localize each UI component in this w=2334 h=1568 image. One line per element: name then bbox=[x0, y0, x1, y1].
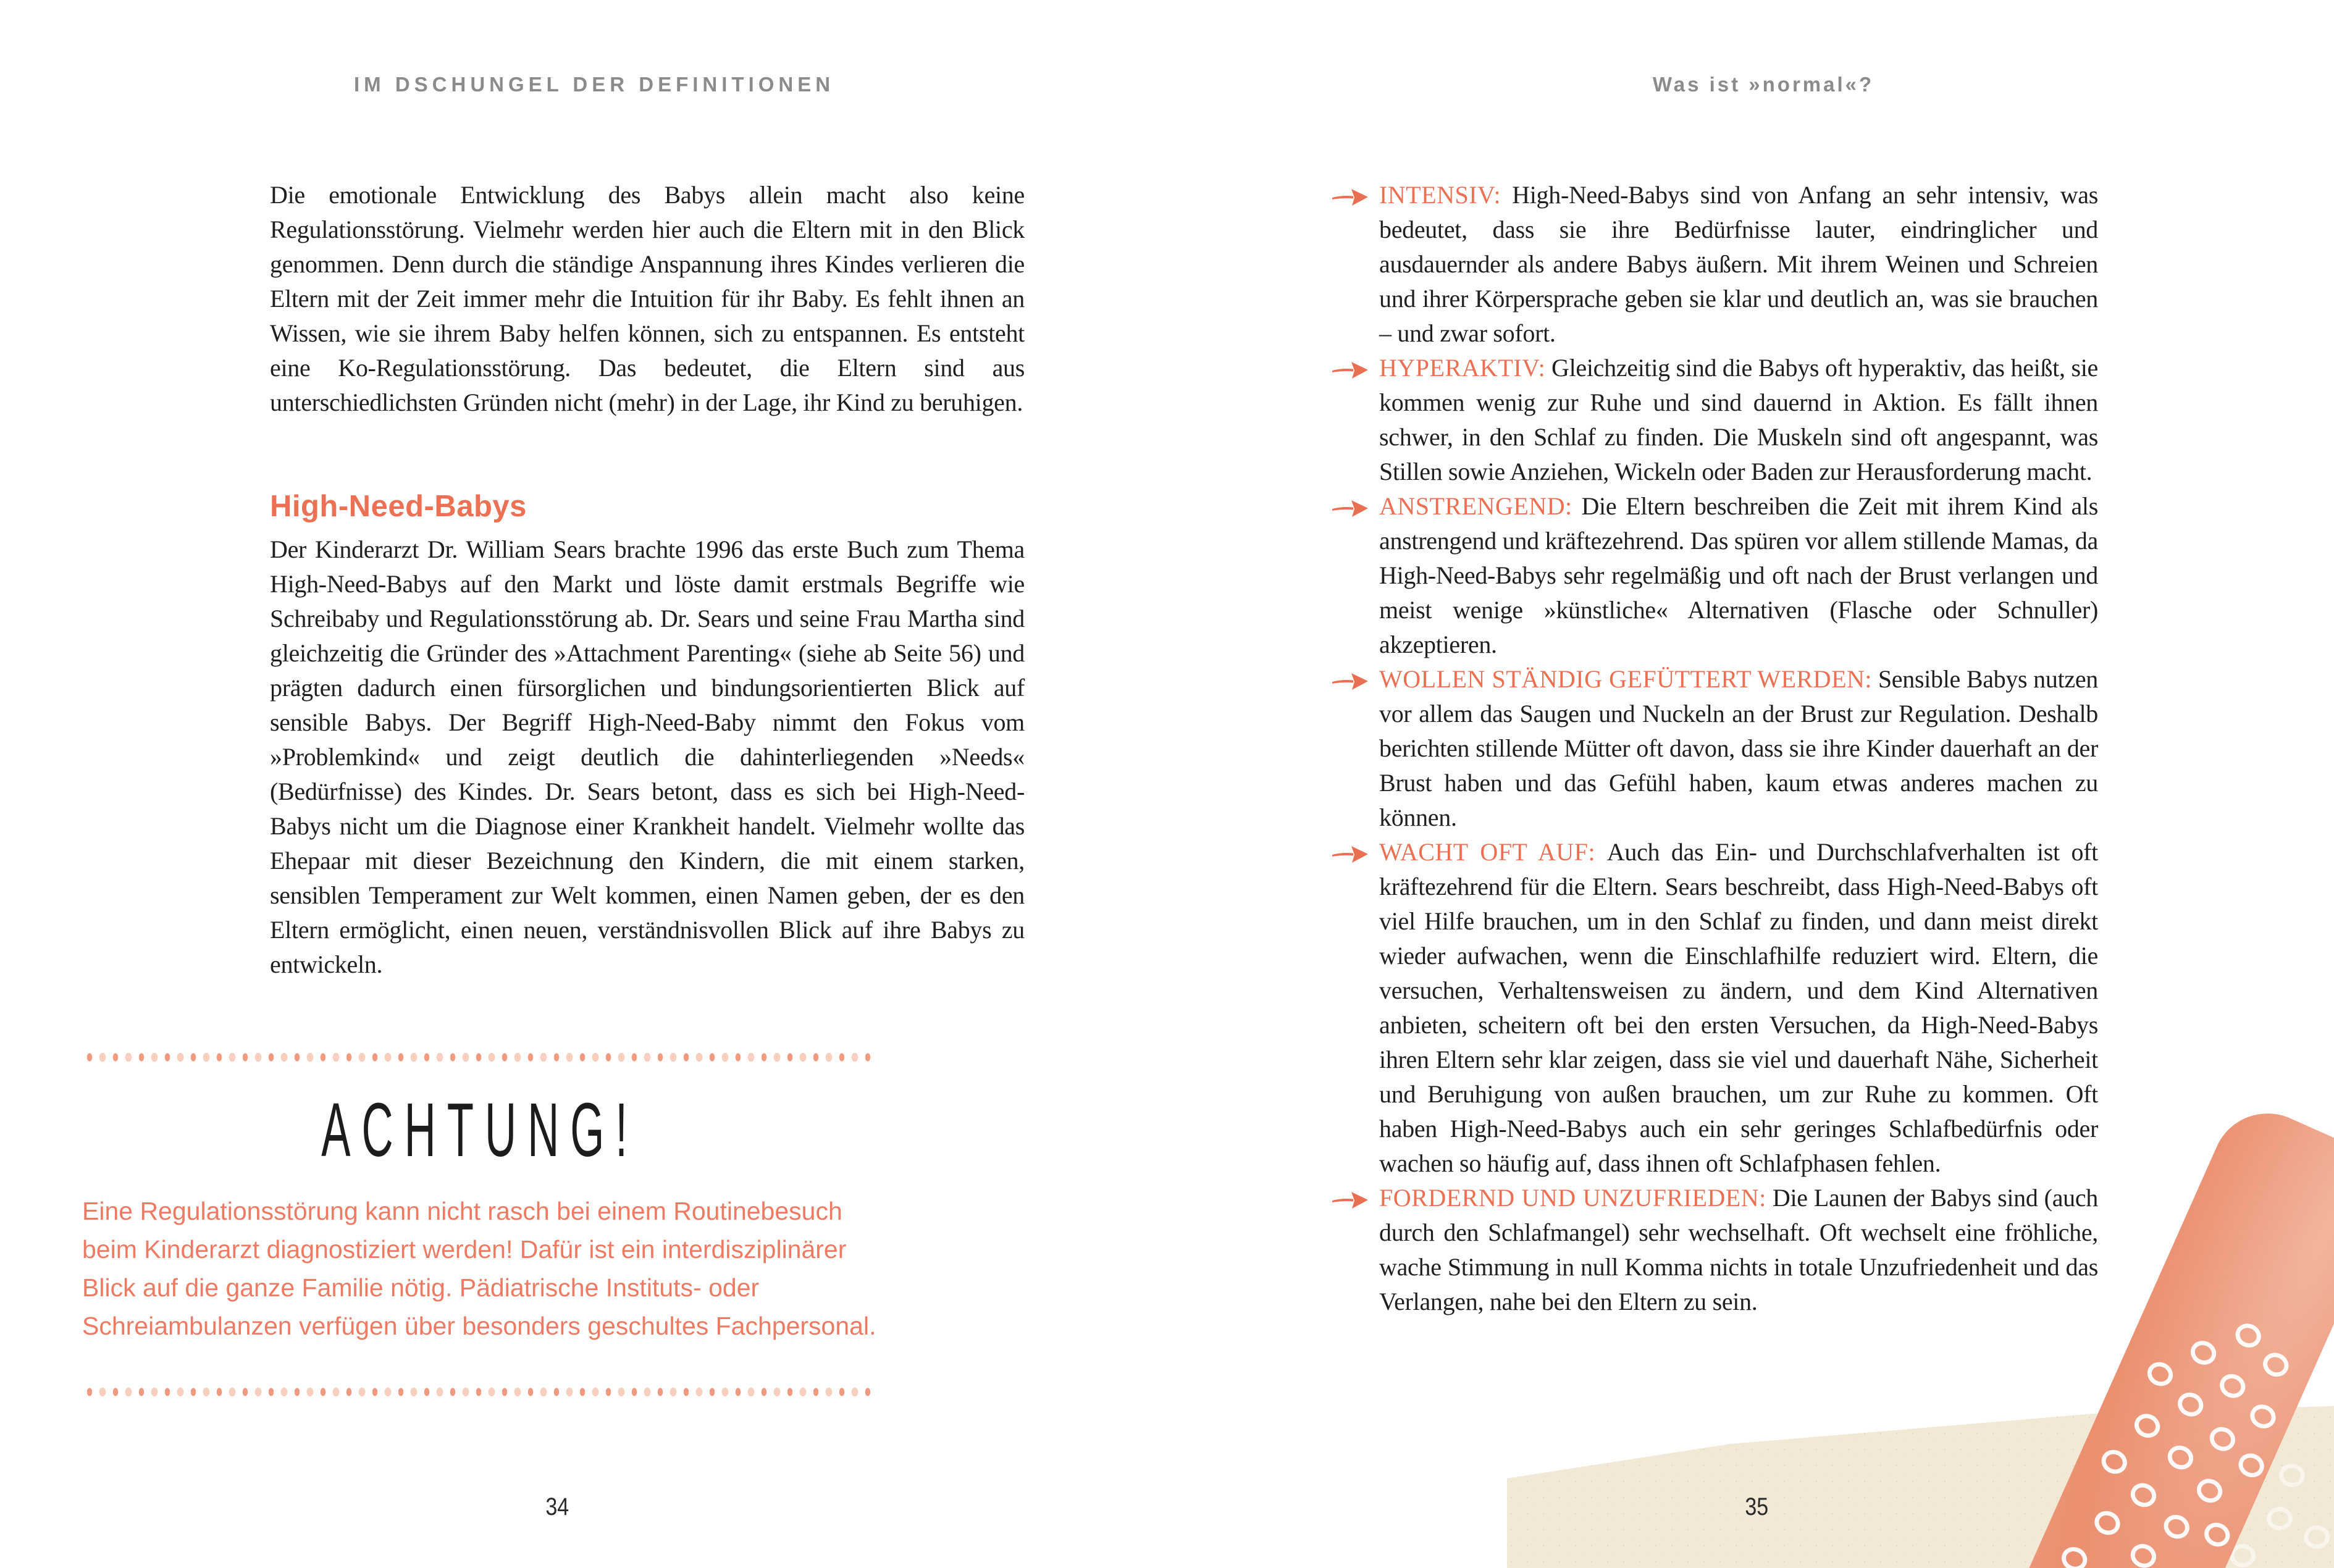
section-heading-high-need-babys: High-Need-Babys bbox=[270, 490, 527, 523]
arrow-right-icon bbox=[1331, 495, 1369, 518]
list-item bbox=[1331, 178, 2098, 351]
list-item-text: Sensible Babys nutzen vor allem das Saugen und Nuckeln an der Brust zur Regulation. Deshalb berichten stillende Mütter oft davon, dass sie ihre Kinder dauerhaft an der Brust haben und das Gefühl haben, kaum etwas anderes machen zu können. bbox=[1379, 665, 2098, 831]
list-item-label: WOLLEN STÄNDIG GEFÜTTERT WERDEN: bbox=[1379, 665, 1872, 693]
running-head-left: IM DSCHUNGEL DER DEFINITIONEN bbox=[354, 73, 835, 96]
list-item-label: WACHT OFT AUF: bbox=[1379, 838, 1596, 866]
arrow-right-icon bbox=[1331, 668, 1369, 691]
list-item-text: Die Launen der Babys sind (auch durch den Schlafmangel) sehr wechselhaft. Oft wechselt eine fröhliche, wache Stimmung in null Komma nichts in totale Unzufriedenheit und das Verlangen, nahe bei den Eltern zu sein. bbox=[1379, 1184, 2099, 1315]
list-item-text: High-Need-Babys sind von Anfang an sehr intensiv, was bedeutet, dass sie ihre Bedürfnisse lauter, eindringlicher und ausdauernder als andere Babys äußern. Mit ihrem Weinen und Schreien und ihrer Körpersprache geben sie klar und deutlich an, was sie brauchen – und zwar sofort. bbox=[1379, 181, 2098, 347]
list-item-label: HYPERAKTIV: bbox=[1379, 354, 1546, 382]
list-item-label: INTENSIV: bbox=[1379, 181, 1501, 209]
list-item bbox=[1331, 835, 2098, 1181]
list-item-label: ANSTRENGEND: bbox=[1379, 492, 1572, 520]
running-head-right: Was ist »normal«? bbox=[1652, 73, 1874, 96]
high-need-characteristics-list bbox=[1331, 178, 2098, 1319]
paragraph-regulationsstoerung: Die emotionale Entwicklung des Babys allein macht also keine Regulationsstörung. Vielmehr werden hier auch die Eltern mit in den Blick genommen. Denn durch die ständige Anspannung ihres Kindes verlieren die Eltern mit der Zeit immer mehr die Intuition für ihr Baby. Es fehlt ihnen an Wissen, wie sie ihrem Baby helfen können, sich zu entspannen. Es entsteht eine Ko-Regulationsstörung. Das bedeutet, die Eltern sind aus unterschiedlichsten Gründen nicht (mehr) in der Lage, ihr Kind zu beruhigen. bbox=[270, 181, 1025, 416]
list-item-text: Gleichzeitig sind die Babys oft hyperaktiv, das heißt, sie kommen wenig zur Ruhe und sind dauernd in Aktion. Es fällt ihnen schwer, in den Schlaf zu finden. Die Muskeln sind oft angespannt, was Stillen sowie Anziehen, Wickeln oder Baden zur Herausforderung macht. bbox=[1379, 354, 2098, 485]
callout-title: ACHTUNG! bbox=[321, 1087, 639, 1173]
page-number-right: 35 bbox=[1745, 1493, 1769, 1520]
callout-title-wrap bbox=[83, 1088, 877, 1172]
arrow-right-icon bbox=[1331, 356, 1369, 380]
list-item bbox=[1331, 662, 2098, 835]
paragraph-high-need-babys: Der Kinderarzt Dr. William Sears brachte 1996 das erste Buch zum Thema High-Need-Babys auf den Markt und löste damit erstmals Begriffe wie Schreibaby und Regulationsstörung ab. Dr. Sears und seine Frau Martha sind gleichzeitig die Gründer des »Attachment Parenting« (siehe ab Seite 56) und prägten dadurch einen fürsorglichen und bindungsorientierten Blick auf sensible Babys. Der Begriff High-Need-Baby nimmt den Fokus vom »Problemkind« und zeigt deutlich die dahinterliegenden »Needs« (Bedürfnisse) des Kindes. Dr. Sears betont, dass es sich bei High-Need-Babys nicht um die Diagnose einer Krankheit handelt. Vielmehr wollte das Ehepaar mit dieser Bezeichnung den Kindern, die mit einem starken, sensiblen Temperament zur Welt kommen, einen Namen geben, der es den Eltern ermöglicht, einen neuen, verständnisvollen Blick auf ihre Babys zu entwickeln. bbox=[270, 535, 1025, 978]
arrow-right-icon bbox=[1331, 183, 1369, 207]
list-item-label: FORDERND UND UNZUFRIEDEN: bbox=[1379, 1184, 1766, 1212]
list-item-text: Auch das Ein- und Durchschlafverhalten ist oft kräftezehrend für die Eltern. Sears beschreibt, dass High-Need-Babys oft viel Hilfe brauchen, um in den Schlaf zu finden, und dann meist direkt wieder aufwachen, wenn die Einschlafhilfe reduziert wird. Eltern, die versuchen, Verhaltensweisen zu ändern, und dem Kind Alternativen anbieten, scheitern oft bei den ersten Versuchen, da High-Need-Babys ihren Eltern sehr klar zeigen, dass sie viel und dauerhaft Nähe, Sicherheit und Beruhigung von außen brauchen, um zur Ruhe zu kommen. Oft haben High-Need-Babys auch ein sehr geringes Schlafbedürfnis oder wachen so häufig auf, dass ihnen oft Schlafphasen fehlen. bbox=[1379, 838, 2098, 1177]
arrow-right-icon bbox=[1331, 1186, 1369, 1210]
arrow-right-icon bbox=[1331, 841, 1369, 864]
dotted-divider-bottom bbox=[83, 1383, 877, 1401]
list-item-text: Die Eltern beschreiben die Zeit mit ihrem Kind als anstrengend und kräftezehrend. Das spüren vor allem stillende Mamas, da High-Need-Babys sehr regelmäßig und oft nach der Brust verlangen und meist wenige »künstliche« Alternativen (Flasche oder Schnuller) akzeptieren. bbox=[1379, 492, 2098, 658]
list-item bbox=[1331, 489, 2098, 662]
list-item bbox=[1331, 1181, 2098, 1319]
callout-text: Eine Regulationsstörung kann nicht rasch bei einem Routinebesuch beim Kinderarzt diagnostiziert werden! Dafür ist ein interdisziplinärer Blick auf die ganze Familie nötig. Pädiatrische Instituts- oder Schreiambulanzen verfügen über besonders geschultes Fachpersonal. bbox=[82, 1197, 876, 1340]
list-item bbox=[1331, 351, 2098, 489]
page-number-left: 34 bbox=[545, 1493, 569, 1520]
dotted-divider-top bbox=[83, 1049, 877, 1066]
